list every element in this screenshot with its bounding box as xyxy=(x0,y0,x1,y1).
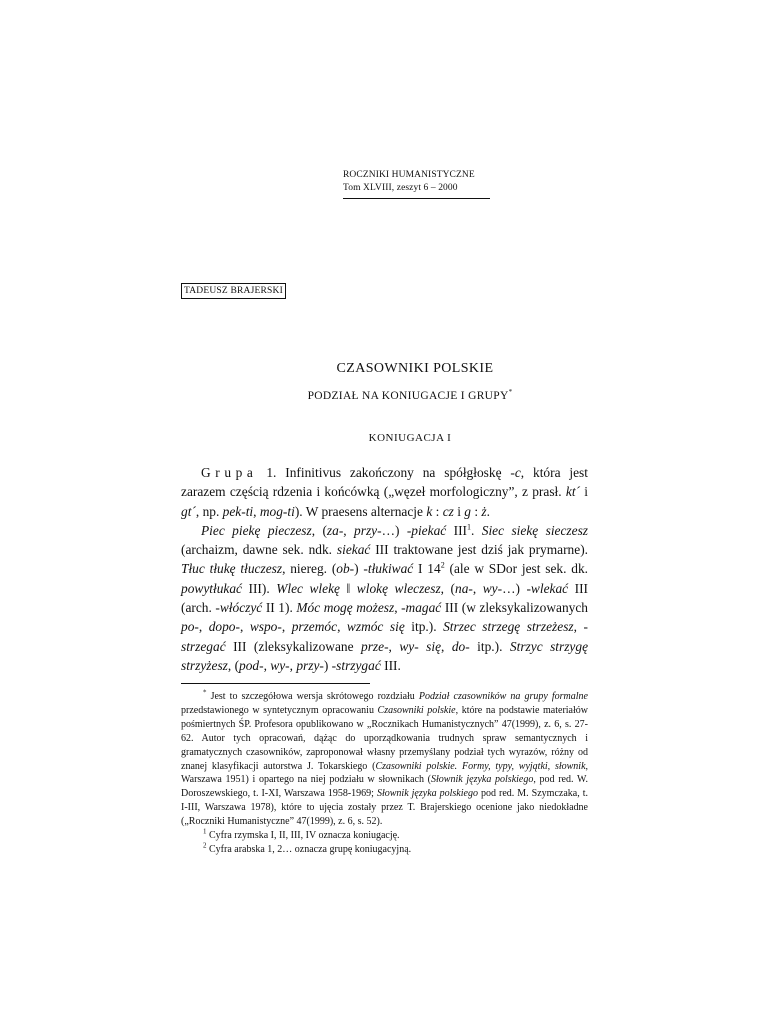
running-header xyxy=(343,169,490,199)
footnote-ref-1: 1 xyxy=(467,522,471,532)
journal-name: ROCZNIKI HUMANISTYCZNE xyxy=(343,170,475,180)
footnote-2: $^2$ Cyfra arabska 1, 2… oznacza grupę koniugacyjną. xyxy=(203,841,412,855)
body-text xyxy=(181,463,588,675)
footnote-star: * Jest to szczegółowa wersja skrótowego rozdziału Podział czasowników na grupy formalne przedstawionego w syntetycznym opracowaniu Czasowniki polskie, które na podstawie materiałów pośmiertnych ŚP. Profesora opublikowano w „Rocznikach Humanistycznych” 47(1999), z. 6, s. 27-62. Autor tych opracowań, dążąc do uporządkowania trudnych spraw semantycznych i gramatycznych czasowników, zaproponował własny przemyślany podział tych wyrazów, różny od znanej klasyfikacji autorstwa J. Tokarskiego (Czasowniki polskie. Formy, typy, wyjątki, słownik, Warszawa 1951) i opartego na niej podziału w słownikach (Słownik języka polskiego, pod red. W. Doroszewskiego, t. I-XI, Warszawa 1958-1969; Słownik języka polskiego pod red. M. Szymczaka, t. I-III, Warszawa 1978), które to ujęcia zostały przez T. Brajerskiego ocenione jako niedokładne („Roczniki Humanistyczne” 47(1999), z. 6, s. 52). xyxy=(181,688,589,828)
header-rule xyxy=(343,196,490,199)
footnote-1: $^1$ Cyfra rzymska I, II, III, IV oznacza koniugację. xyxy=(203,827,400,842)
author-box: TADEUSZ BRAJERSKI xyxy=(181,283,286,299)
spaced-term: Grupa xyxy=(201,465,258,480)
paragraph-2: Piec piekę pieczesz, (za-, przy-…) -piekać III$^1$. Siec siekę sieczesz (archaizm, dawne sek. ndk. siekać III traktowane jest dziś jak prymarne). Tłuc tłukę tłuczesz, niereg. (ob-) -tłukiwać I $14^2$ (ale w SDor jest sek. dk. powytłukać III). Wlec wlekę ‖ wlokę wleczesz, (na-, wy-…) -wlekać III (arch. -włóczyć II 1). Móc mogę możesz, -magać III (w zleksykalizowanych po-, dopo-, wspo-, przemóc, wzmóc się itp.). Strzec strzegę strzeżesz, -strzegać III (zleksykalizowane prze-, wy- się, do- itp.). Strzyc strzygę strzyżesz, (pod-, wy-, przy-) -strzygać III. xyxy=(181,522,589,673)
section-heading: KONIUGACJA I xyxy=(368,432,452,444)
footnotes xyxy=(181,690,588,857)
subtitle-footnote-mark: * xyxy=(508,388,513,396)
subtitle-text: PODZIAŁ NA KONIUGACJE I GRUPY xyxy=(307,389,509,402)
footnote-rule xyxy=(181,683,370,684)
paragraph-1: Grupa 1. Infinitivus zakończony na spółgłoskę -c, która jest zarazem częścią rdzenia i końcówką („węzeł morfologiczny”, z prasł. kt´ i gt´, np. pek-ti, mog-ti). W praesens alternacje k : cz i g : ż. xyxy=(181,465,588,519)
footnote-ref-2: 2 xyxy=(440,561,445,571)
article-subtitle xyxy=(0,388,768,402)
journal-volume: Tom XLVIII, zeszyt 6 – 2000 xyxy=(343,183,458,193)
article-title: CZASOWNIKI POLSKIE xyxy=(336,361,494,376)
